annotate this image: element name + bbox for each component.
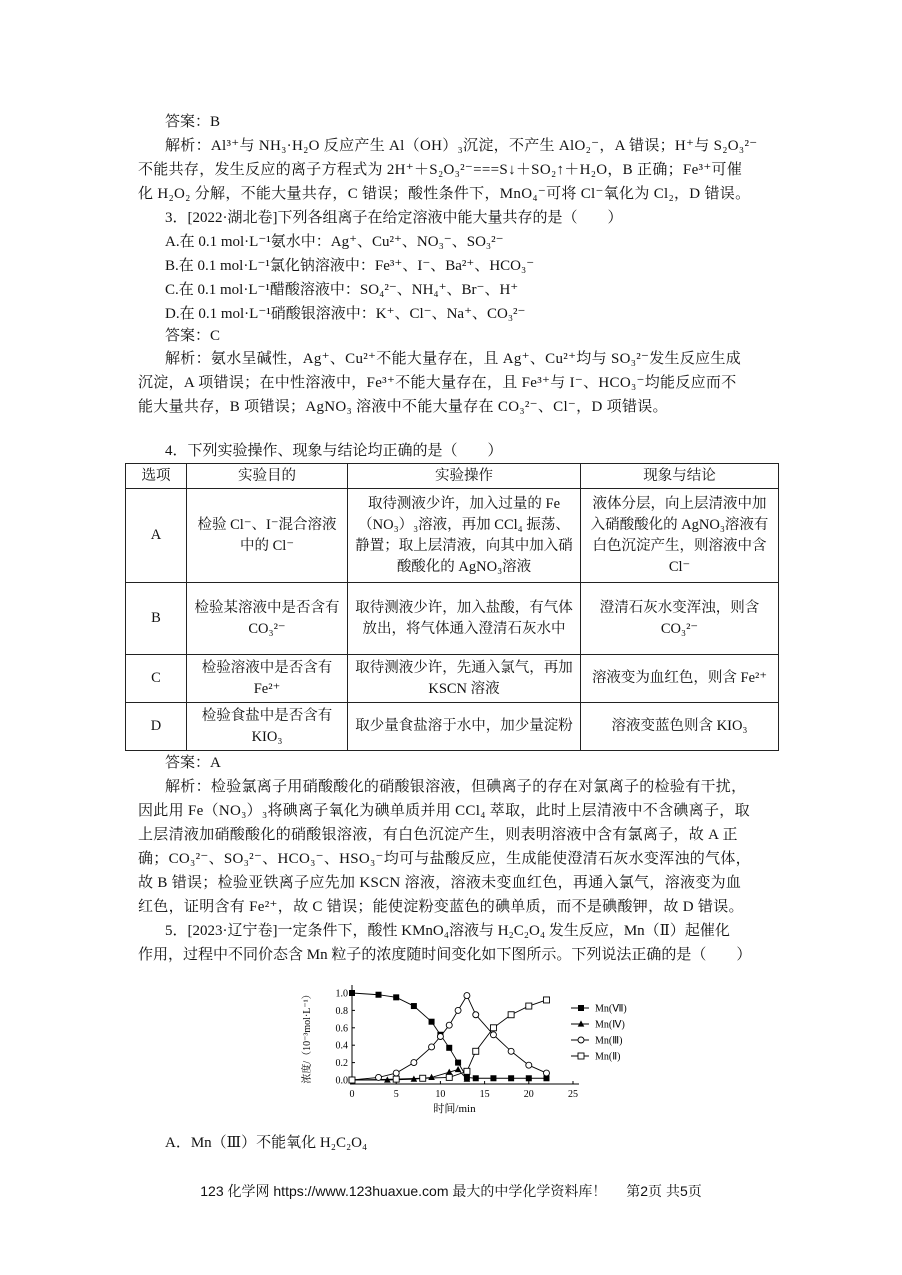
x-axis-label: 时间/min [433, 1103, 476, 1115]
explanation-4-line-3: 上层清液加硝酸酸化的硝酸银溶液，有白色沉淀产生，则表明溶液中含有氯离子，故 A 正 [138, 827, 738, 843]
footer-page-number: 第2页 共5页 [626, 1183, 702, 1199]
table-row [126, 583, 779, 655]
table-cell: 检验溶液中是否含有 Fe²⁺ [187, 655, 348, 703]
data-point [490, 1075, 496, 1081]
legend-marker [578, 1053, 584, 1059]
data-point [455, 1060, 461, 1066]
data-point [420, 1075, 426, 1081]
experiment-table [125, 463, 779, 751]
explanation-4-line-1: 解析：检验氯离子用硝酸酸化的硝酸银溶液，但碘离子的存在对氯离子的检验有干扰， [165, 779, 747, 795]
table-cell: 溶液变为血红色，则含 Fe²⁺ [581, 655, 779, 703]
explanation-4-line-2: 因此用 Fe（NO₃）₃将碘离子氧化为碘单质并用 CCl₄ 萃取，此时上层清液中不含碘离子，取 [138, 803, 750, 819]
question-3: 3．[2022·湖北卷]下列各组离子在给定溶液中能大量共存的是（ ） [165, 210, 623, 226]
y-tick-label: 0.6 [335, 1023, 348, 1035]
data-point [473, 1075, 479, 1081]
data-point [526, 1062, 532, 1068]
header-purpose: 实验目的 [187, 464, 348, 489]
legend-marker [578, 1020, 585, 1026]
data-point [393, 994, 399, 1000]
y-tick-label: 0.2 [335, 1058, 348, 1070]
data-point [490, 1025, 496, 1031]
series-line-mn-ⅶ [352, 993, 546, 1078]
explanation-3-line-2: 沉淀，A 项错误；在中性溶液中，Fe³⁺不能大量存在，且 Fe³⁺与 I⁻、HCO₃⁻均能反应而不 [138, 375, 737, 391]
page-footer [0, 1181, 902, 1201]
y-tick-label: 0.8 [335, 1005, 348, 1017]
header-result: 现象与结论 [581, 464, 779, 489]
x-tick-label: 5 [393, 1089, 399, 1100]
question-3-option-d: D.在 0.1 mol·L⁻¹硝酸银溶液中：K⁺、Cl⁻、Na⁺、CO₃²⁻ [165, 306, 526, 322]
data-point [437, 1034, 443, 1040]
data-point [393, 1076, 399, 1082]
mn-concentration-chart [295, 980, 640, 1120]
table-cell: D [126, 703, 187, 751]
data-point [376, 1074, 382, 1080]
answer-1: 答案：B [165, 114, 221, 130]
data-point [446, 1045, 452, 1051]
table-cell: 取待测液少许，先通入氯气，再加 KSCN 溶液 [348, 655, 581, 703]
data-point [376, 992, 382, 998]
table-row [126, 703, 779, 751]
explanation-3-line-1: 解析：氨水呈碱性，Ag⁺、Cu²⁺不能大量存在，且 Ag⁺、Cu²⁺均与 SO₃²⁻发生反应生成 [165, 351, 742, 367]
data-point [464, 1068, 470, 1074]
table-cell: 澄清石灰水变浑浊，则含 CO₃²⁻ [581, 583, 779, 655]
table-cell: 检验 Cl⁻、I⁻混合溶液中的 Cl⁻ [187, 489, 348, 583]
y-tick-label: 0.0 [335, 1075, 348, 1087]
table-cell: B [126, 583, 187, 655]
y-tick-label: 1.0 [335, 988, 348, 1000]
explanation-4-line-4: 确；CO₃²⁻、SO₃²⁻、HCO₃⁻、HSO₃⁻均可与盐酸反应，生成能使澄清石灰水变浑浊的气体， [138, 851, 751, 867]
data-point [464, 993, 470, 999]
data-point [508, 1075, 514, 1081]
data-point [411, 1060, 417, 1066]
legend-marker [578, 1005, 584, 1011]
table-cell: 液体分层，向上层清液中加入硝酸酸化的 AgNO₃溶液有白色沉淀产生，则溶液中含 Cl⁻ [581, 489, 779, 583]
x-tick-label: 10 [435, 1089, 446, 1100]
y-axis-label: 浓度/（10⁻³mol·L⁻¹） [302, 989, 313, 1084]
data-point [526, 1003, 532, 1009]
data-point [526, 1075, 532, 1081]
data-point [446, 1022, 452, 1028]
data-point [543, 997, 549, 1003]
data-point [508, 1012, 514, 1018]
explanation-3-line-3: 能大量共存，B 项错误；AgNO₃ 溶液中不能大量存在 CO₃²⁻、Cl⁻，D 项错误。 [138, 399, 668, 415]
header-operation: 实验操作 [348, 464, 581, 489]
table-row [126, 655, 779, 703]
x-tick-label: 20 [523, 1089, 534, 1100]
legend-label: Mn(Ⅶ) [595, 1003, 627, 1015]
data-point [349, 1077, 355, 1083]
question-3-option-a: A.在 0.1 mol·L⁻¹氨水中：Ag⁺、Cu²⁺、NO₃⁻、SO₃²⁻ [165, 234, 504, 250]
table-cell: 检验某溶液中是否含有 CO₃²⁻ [187, 583, 348, 655]
question-3-option-b: B.在 0.1 mol·L⁻¹氯化钠溶液中：Fe³⁺、I⁻、Ba²⁺、HCO₃⁻ [165, 258, 535, 274]
data-point [455, 1007, 461, 1013]
table-cell: 取待测液少许，加入盐酸，有气体放出，将气体通入澄清石灰水中 [348, 583, 581, 655]
answer-4: 答案：A [165, 755, 221, 771]
table-cell: 溶液变蓝色则含 KIO₃ [581, 703, 779, 751]
legend-label: Mn(Ⅲ) [595, 1035, 623, 1047]
data-point [411, 1003, 417, 1009]
explanation-4-line-5: 故 B 错误；检验亚铁离子应先加 KSCN 溶液，溶液未变血红色，再通入氯气，溶液变为血 [138, 875, 742, 891]
question-3-option-c: C.在 0.1 mol·L⁻¹醋酸溶液中：SO₄²⁻、NH₄⁺、Br⁻、H⁺ [165, 282, 519, 298]
explanation-1-line-1: 解析：Al³⁺与 NH₃·H₂O 反应产生 Al（OH）₃沉淀，不产生 AlO₂⁻，A 错误；H⁺与 S₂O₃²⁻ [165, 138, 758, 154]
explanation-1-line-3: 化 H₂O₂ 分解，不能大量共存，C 错误；酸性条件下，MnO₄⁻可将 Cl⁻氧化为 Cl₂，D 错误。 [138, 186, 751, 202]
table-cell: 取待测液少许，加入过量的 Fe（NO₃）₃溶液，再加 CCl₄ 振荡、静置；取上层清液，向其中加入硝酸酸化的 AgNO₃溶液 [348, 489, 581, 583]
data-point [543, 1070, 549, 1076]
data-point [473, 1012, 479, 1018]
explanation-4-line-6: 红色，证明含有 Fe²⁺，故 C 错误；能使淀粉变蓝色的碘单质，而不是碘酸钾，故 D 错误。 [138, 899, 744, 915]
table-row [126, 489, 779, 583]
data-point [508, 1048, 514, 1054]
legend-label: Mn(Ⅳ) [595, 1019, 625, 1031]
data-point [490, 1032, 496, 1038]
data-point [429, 1019, 435, 1025]
table-cell: C [126, 655, 187, 703]
data-point [446, 1074, 452, 1080]
answer-3: 答案：C [165, 328, 221, 344]
legend-marker [578, 1037, 584, 1043]
question-4: 4．下列实验操作、现象与结论均正确的是（ ） [165, 443, 503, 459]
table-cell: 取少量食盐溶于水中，加少量淀粉 [348, 703, 581, 751]
data-point [393, 1070, 399, 1076]
series-line-mn-ⅲ [352, 996, 546, 1080]
series-line-mn-ⅱ [352, 1000, 546, 1080]
data-point [349, 990, 355, 996]
header-option: 选项 [126, 464, 187, 489]
x-tick-label: 0 [349, 1089, 355, 1100]
data-point [473, 1048, 479, 1054]
x-tick-label: 15 [479, 1089, 490, 1100]
table-cell: 检验食盐中是否含有 KIO₃ [187, 703, 348, 751]
question-5-line-1: 5．[2023·辽宁卷]一定条件下，酸性 KMnO₄溶液与 H₂C₂O₄ 发生反应，Mn（Ⅱ）起催化 [165, 923, 730, 939]
x-tick-label: 25 [568, 1089, 578, 1100]
legend-label: Mn(Ⅱ) [595, 1051, 621, 1063]
question-5-line-2: 作用，过程中不同价态含 Mn 粒子的浓度随时间变化如下图所示。下列说法正确的是（ ） [138, 947, 752, 963]
table-header-row [126, 464, 779, 489]
question-5-option-a: A．Mn（Ⅲ）不能氧化 H₂C₂O₄ [165, 1135, 368, 1151]
table-cell: A [126, 489, 187, 583]
footer-site: 123 化学网 https://www.123huaxue.com 最大的中学化学资料库！ [200, 1183, 607, 1199]
explanation-1-line-2: 不能共存，发生反应的离子方程式为 2H⁺＋S₂O₃²⁻===S↓＋SO₂↑＋H₂O，B 正确；Fe³⁺可催 [138, 162, 743, 178]
y-tick-label: 0.4 [335, 1040, 348, 1052]
data-point [429, 1044, 435, 1050]
